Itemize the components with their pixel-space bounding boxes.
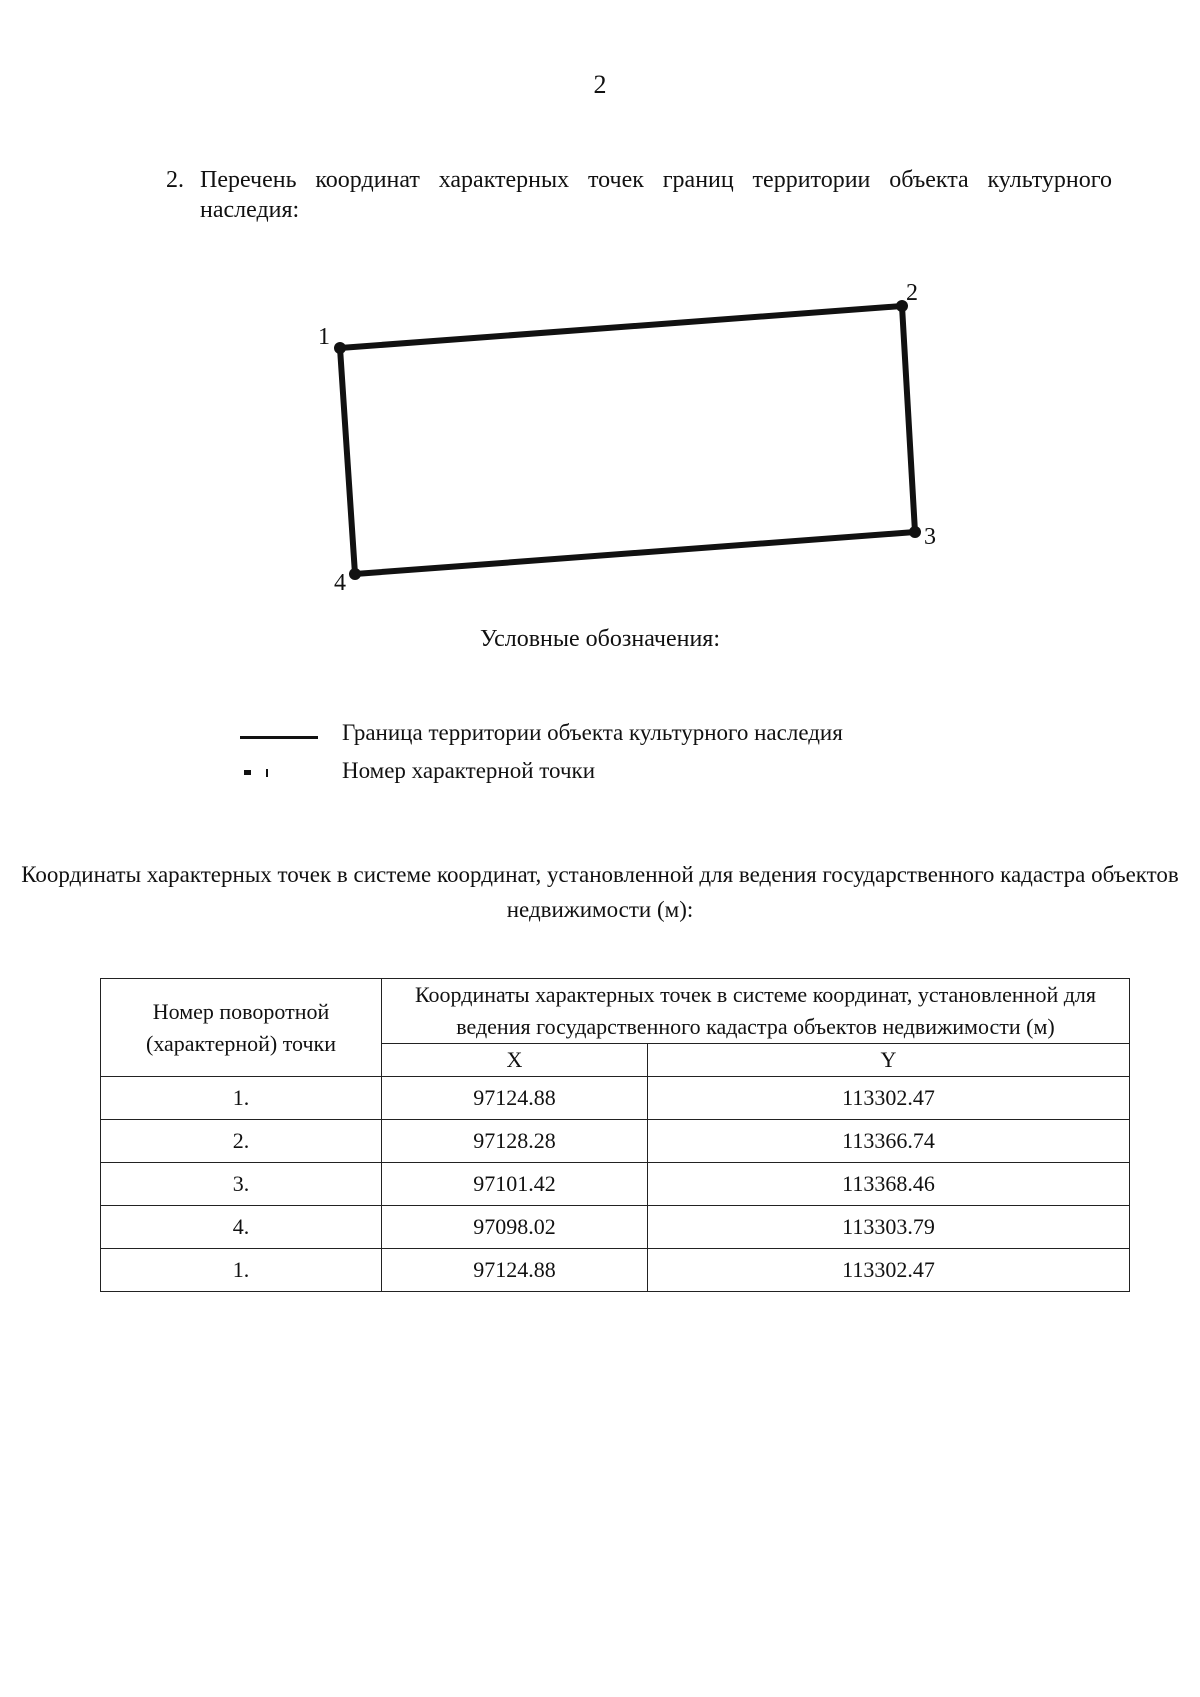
boundary-line-symbol bbox=[240, 736, 318, 739]
cell-y: 113366.74 bbox=[648, 1120, 1130, 1163]
table-row bbox=[101, 1163, 1130, 1206]
cell-y: 113368.46 bbox=[648, 1163, 1130, 1206]
point-marker-1 bbox=[334, 342, 346, 354]
cell-point-number: 2. bbox=[101, 1120, 382, 1163]
header-coordinates: Координаты характерных точек в системе координат, установленной для ведения государственного кадастра объектов недвижимости (м) bbox=[382, 979, 1130, 1044]
section-number: 2. bbox=[166, 167, 184, 193]
table-header-row bbox=[101, 979, 1130, 1044]
point-label-2: 2 bbox=[906, 280, 918, 306]
cell-x: 97124.88 bbox=[382, 1077, 648, 1120]
cell-y: 113302.47 bbox=[648, 1249, 1130, 1292]
table-row bbox=[101, 1077, 1130, 1120]
section-title: Перечень координат характерных точек границ территории объекта культурного наследия: bbox=[200, 167, 1112, 223]
boundary-polygon bbox=[340, 306, 915, 574]
header-point-number: Номер поворотной (характерной) точки bbox=[101, 979, 382, 1077]
cell-point-number: 4. bbox=[101, 1206, 382, 1249]
cell-point-number: 1. bbox=[101, 1077, 382, 1120]
cell-point-number: 3. bbox=[101, 1163, 382, 1206]
cell-y: 113303.79 bbox=[648, 1206, 1130, 1249]
point-label-4: 4 bbox=[334, 570, 346, 596]
point-symbol bbox=[244, 770, 251, 775]
table-row bbox=[101, 1206, 1130, 1249]
header-y: Y bbox=[648, 1044, 1130, 1077]
table-row bbox=[101, 1249, 1130, 1292]
coordinates-table bbox=[100, 978, 1130, 1292]
cell-x: 97124.88 bbox=[382, 1249, 648, 1292]
coordinates-title: Координаты характерных точек в системе координат, установленной для ведения государственного кадастра объектов недвижимости (м): bbox=[21, 862, 1179, 922]
cell-point-number: 1. bbox=[101, 1249, 382, 1292]
cell-y: 113302.47 bbox=[648, 1077, 1130, 1120]
cell-x: 97098.02 bbox=[382, 1206, 648, 1249]
page-number: 2 bbox=[593, 70, 607, 99]
point-label-1: 1 bbox=[318, 324, 330, 350]
boundary-scheme bbox=[0, 0, 1200, 600]
cell-x: 97128.28 bbox=[382, 1120, 648, 1163]
legend-label: Граница территории объекта культурного наследия bbox=[342, 720, 843, 745]
legend-label: Номер характерной точки bbox=[342, 758, 595, 783]
point-label-3: 3 bbox=[924, 524, 936, 550]
table-row bbox=[101, 1120, 1130, 1163]
header-x: X bbox=[382, 1044, 648, 1077]
legend-title: Условные обозначения: bbox=[479, 626, 721, 652]
point-marker-4 bbox=[349, 568, 361, 580]
point-marker-3 bbox=[909, 526, 921, 538]
cell-x: 97101.42 bbox=[382, 1163, 648, 1206]
point-number-symbol bbox=[266, 769, 268, 777]
